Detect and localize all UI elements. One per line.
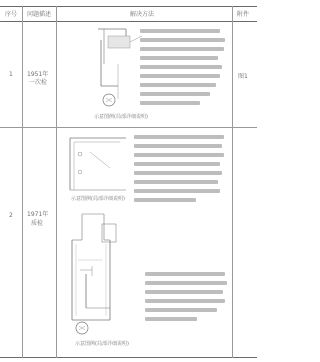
text-line [145,281,227,285]
text-line [134,189,220,193]
text-line [134,153,224,157]
text-line [134,198,196,202]
row1-no: 1 [9,71,13,78]
text-line [145,272,225,276]
text-line [145,299,225,303]
text-line [140,29,220,33]
text-line [145,317,197,321]
text-line [140,83,216,87]
row1-caption: 示意图例(局部详细说明) [94,114,148,120]
text-line [140,92,210,96]
text-line [134,180,218,184]
header-detail: 解决方法 [130,11,155,18]
col-sep-3 [232,6,233,358]
row2-diagram-bottom [62,210,142,340]
header-category: 问题描述 [27,11,52,18]
col-sep-1 [22,6,23,358]
text-line [140,38,225,42]
row1-category-line2: 一次检 [29,79,48,86]
text-line [140,65,222,69]
text-line [145,290,223,294]
row2-category-line2: 质检 [31,220,44,227]
table-top-rule [0,6,257,7]
table-bottom-rule [0,357,257,358]
row2-no: 2 [9,212,13,219]
text-line [134,144,222,148]
text-line [145,308,217,312]
row-divider [0,127,257,128]
row2-diagram-top [60,132,140,202]
col-sep-2 [56,6,57,358]
text-line [140,74,220,78]
row2-caption-top: 示意图例(局部详细说明) [71,196,125,202]
text-line [134,171,222,175]
row2-category-line1: 1971年 [27,211,49,218]
text-line [140,101,200,105]
header-no: 序号 [5,11,18,18]
row2-caption-bottom: 示意图例(局部详细说明) [75,341,129,347]
row1-side-mark: 图1 [238,73,248,80]
text-line [140,47,224,51]
row1-category-line1: 1951年 [27,71,49,78]
header-note: 附件 [237,11,250,18]
text-line [140,56,218,60]
text-line [134,162,220,166]
header-bottom-rule [0,21,257,22]
text-line [134,135,224,139]
